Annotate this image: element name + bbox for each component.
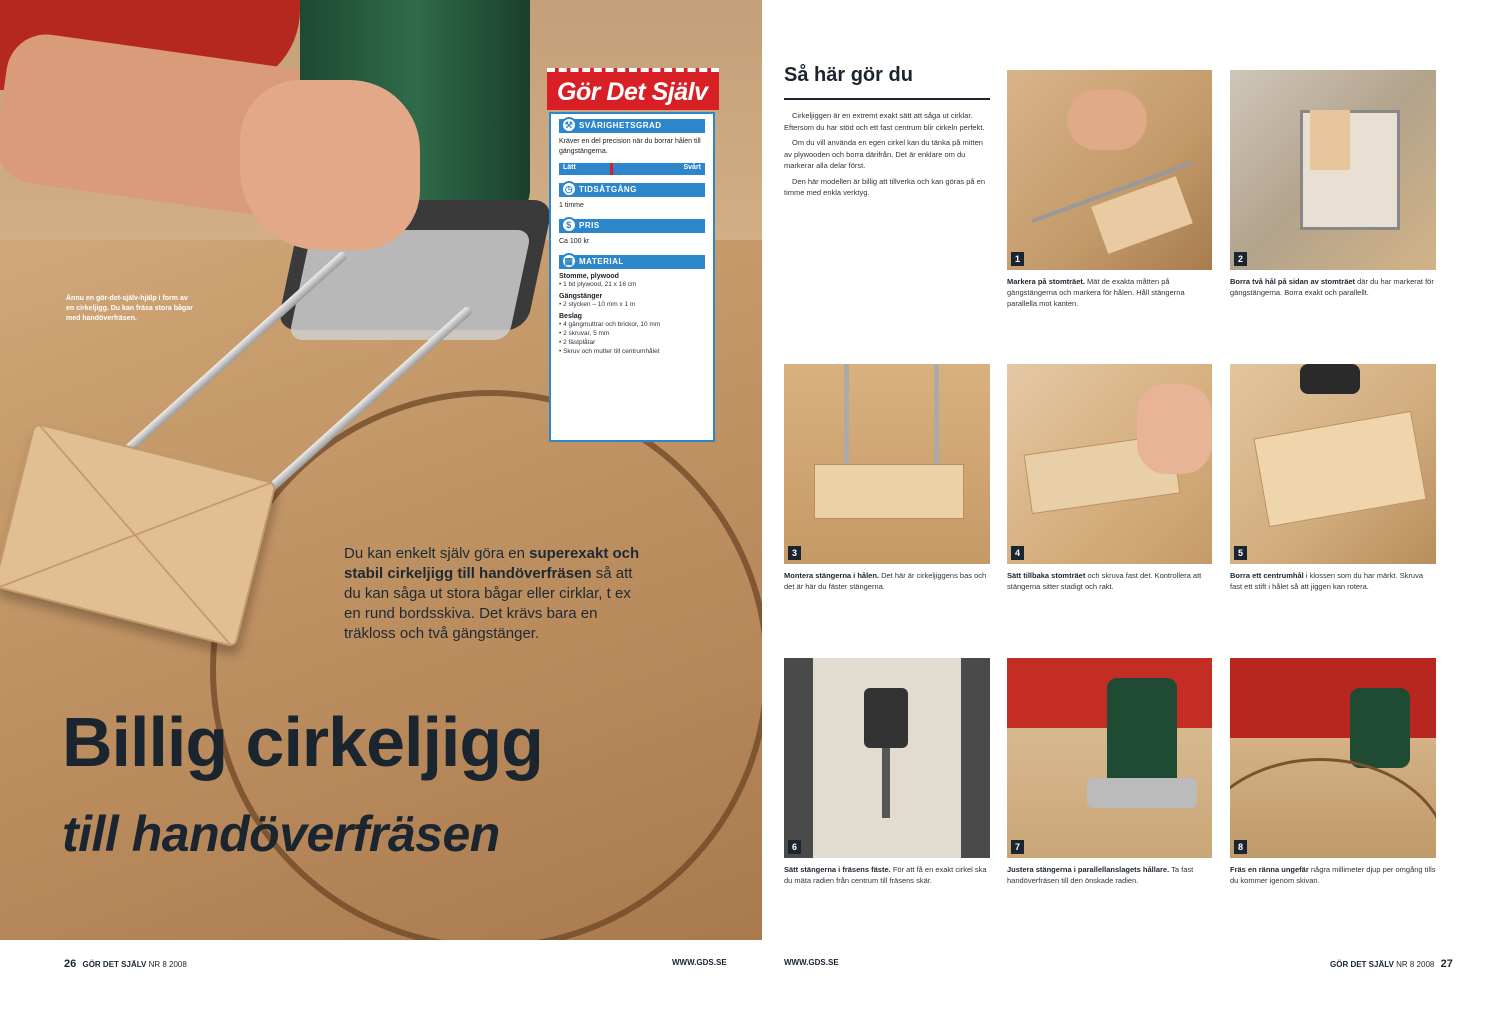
footer-site: WWW.GDS.SE: [672, 958, 727, 967]
howto-title: Så här gör du: [784, 64, 913, 86]
difficulty-bar: [559, 119, 705, 133]
ruler-icon: ▦: [561, 253, 577, 269]
time-bar: [559, 183, 705, 197]
headline-line-2: till handöverfräsen: [62, 806, 500, 862]
router-base-decoration: [1087, 778, 1197, 808]
price-bar: [559, 219, 705, 233]
bit-decoration: [882, 748, 890, 818]
meter-left-label: Lätt: [563, 164, 576, 171]
step-caption-text: Mät de exakta måtten på gängstängerna och markera för hålen. Håll stängerna parallella mot kanten.: [1007, 277, 1185, 308]
step-caption-bold: Borra ett centrumhål: [1230, 571, 1304, 580]
step-1-photo: [1007, 70, 1212, 270]
step-number: 5: [1234, 546, 1247, 560]
material-item: • 2 stycken – 10 mm x 1 m: [559, 301, 636, 308]
time-section: [559, 183, 705, 211]
router-decoration: [1350, 688, 1410, 768]
material-heading: Beslag: [559, 313, 582, 320]
hand: [240, 80, 420, 250]
difficulty-meter: [559, 163, 705, 175]
step-2-photo: [1230, 70, 1436, 270]
footer-magazine: GÖR DET SJÄLV: [82, 960, 147, 969]
step-7-caption: [1007, 864, 1212, 886]
photo-caption: Ännu en gör-det-själv-hjälp i form av en cirkeljigg. Du kan fräsa stora bågar med handöverfräsen.: [66, 295, 193, 322]
howto-body: [784, 110, 988, 203]
material-item: • 1 bit plywood, 21 x 16 cm: [559, 281, 637, 288]
step-caption-text: Ta fast handöverfräsen till den önskade radien.: [1007, 865, 1194, 885]
step-3-caption: [784, 570, 990, 592]
howto-paragraph: Den här modellen är billig att tillverka och kan göras på en timme med enkla verktyg.: [784, 176, 986, 197]
howto-paragraph: Cirkeljiggen är en extremt exakt sätt att såga ut cirklar. Eftersom du har stöd och ett fast centrum blir cirkeln perfekt.: [784, 111, 985, 132]
step-5-caption: [1230, 570, 1436, 592]
time-text: 1 timme: [559, 202, 584, 209]
router-decoration: [1107, 678, 1177, 788]
difficulty-text: Kräver en del precision när du borrar hålen till gängstängerna.: [559, 138, 701, 155]
material-item: • 4 gängmuttrar och brickor, 10 mm: [559, 321, 661, 328]
step-8-caption: [1230, 864, 1436, 886]
cut-circle-decoration: [1230, 758, 1436, 858]
step-caption-bold: Montera stängerna i hålen.: [784, 571, 880, 580]
step-6-caption: [784, 864, 990, 886]
meter-right-label: Svårt: [683, 164, 701, 171]
material-bar: [559, 255, 705, 269]
footer-magazine: GÖR DET SJÄLV: [1330, 960, 1394, 969]
step-number: 8: [1234, 840, 1247, 854]
page-number: 27: [1440, 958, 1453, 970]
intro-text: [344, 544, 644, 644]
price-text: Ca 100 kr: [559, 238, 590, 245]
step-4-photo: [1007, 364, 1212, 564]
step-caption-text: där du har markerat för gängstängerna. Borra exakt och parallellt.: [1230, 277, 1434, 297]
gds-header: [547, 68, 719, 110]
howto-divider: [784, 98, 990, 100]
gds-info-box: [549, 112, 715, 442]
block-decoration: [814, 464, 964, 519]
material-list: [559, 273, 705, 356]
step-4-caption: [1007, 570, 1212, 592]
page-number: 26: [64, 958, 77, 970]
step-caption-text: och skruva fast det. Kontrollera att stängerna sitter stadigt och rakt.: [1007, 571, 1202, 591]
headline-line-1: Billig cirkeljigg: [62, 703, 543, 781]
block-decoration: [1310, 110, 1350, 170]
footer-issue: NR 8 2008: [1396, 960, 1435, 969]
footer-issue: NR 8 2008: [148, 960, 187, 969]
coin-icon: $: [561, 217, 577, 233]
step-5-photo: [1230, 364, 1436, 564]
step-caption-text: några millimeter djup per omgång tills du kommer igenom skivan.: [1230, 865, 1436, 885]
step-3-photo: [784, 364, 990, 564]
hand-decoration: [1137, 384, 1212, 474]
wrench-icon: ⚒: [561, 117, 577, 133]
price-label: PRIS: [579, 221, 600, 230]
footer-left-site: [672, 958, 727, 967]
footer-left: [64, 958, 187, 970]
rod-decoration: [934, 364, 939, 474]
plywood-block: [0, 422, 277, 647]
step-caption-bold: Sätt tillbaka stomträet: [1007, 571, 1086, 580]
drill-decoration: [1300, 364, 1360, 394]
step-caption-bold: Markera på stomträet.: [1007, 277, 1085, 286]
clock-icon: ◷: [561, 181, 577, 197]
step-number: 7: [1011, 840, 1024, 854]
intro-bold: superexakt och stabil cirkeljigg till handöverfräsen: [344, 545, 640, 582]
step-caption-text: Det här är cirkeljiggens bas och det är här du fäster stängerna.: [784, 571, 987, 591]
step-1-caption: [1007, 276, 1212, 309]
step-caption-bold: Fräs en ränna ungefär: [1230, 865, 1309, 874]
step-caption-text: För att få en exakt cirkel ska du mäta radien från centrum till fräsens skär.: [784, 865, 987, 885]
step-number: 3: [788, 546, 801, 560]
howto-paragraph: Om du vill använda en egen cirkel kan du tänka på mitten av plywooden och borra därifrån. Det är enklare om du markerar alla delar först.: [784, 138, 983, 170]
step-caption-bold: Justera stängerna i parallellanslagets hållare.: [1007, 865, 1170, 874]
intro-plain: Du kan enkelt själv göra en: [344, 545, 530, 562]
step-8-photo: [1230, 658, 1436, 858]
step-caption-bold: Borra två hål på sidan av stomträet: [1230, 277, 1356, 286]
material-heading: Stomme, plywood: [559, 273, 619, 280]
gds-header-label: Gör Det Själv: [557, 78, 708, 106]
material-section: [559, 255, 705, 356]
step-6-photo: [784, 658, 990, 858]
block-decoration: [1091, 176, 1193, 254]
material-item: • 2 skruvar, 5 mm: [559, 330, 610, 337]
block-decoration: [1253, 411, 1426, 527]
step-7-photo: [1007, 658, 1212, 858]
material-item: • 2 fästplåtar: [559, 339, 596, 346]
footer-right-site: [784, 958, 839, 967]
step-caption-text: i klossen som du har märkt. Skruva fast ett stift i hålet så att jiggen kan rotera.: [1230, 571, 1424, 591]
threaded-rod: [97, 250, 348, 478]
material-label: MATERIAL: [579, 257, 624, 266]
step-number: 2: [1234, 252, 1247, 266]
footer-right: [1330, 958, 1457, 970]
step-number: 6: [788, 840, 801, 854]
intro-plain-2: så att du kan såga ut stora bågar eller cirklar, t ex en rund bordsskiva. Det krävs bara en träkloss och två gängstänger.: [344, 565, 633, 642]
difficulty-label: SVÅRIGHETSGRAD: [579, 121, 662, 130]
step-number: 4: [1011, 546, 1024, 560]
step-number: 1: [1011, 252, 1024, 266]
material-item: • Skruv och mutter till centrumhålet: [559, 348, 660, 355]
price-section: [559, 219, 705, 247]
time-label: TIDSÅTGÅNG: [579, 185, 637, 194]
material-heading: Gängstänger: [559, 293, 603, 300]
chuck-decoration: [864, 688, 908, 748]
difficulty-section: [559, 119, 705, 175]
step-caption-bold: Sätt stängerna i fräsens fäste.: [784, 865, 891, 874]
step-2-caption: [1230, 276, 1436, 298]
hand-decoration: [1067, 90, 1147, 150]
rod-decoration: [844, 364, 849, 474]
footer-site: WWW.GDS.SE: [784, 958, 839, 967]
difficulty-marker: [610, 163, 613, 175]
